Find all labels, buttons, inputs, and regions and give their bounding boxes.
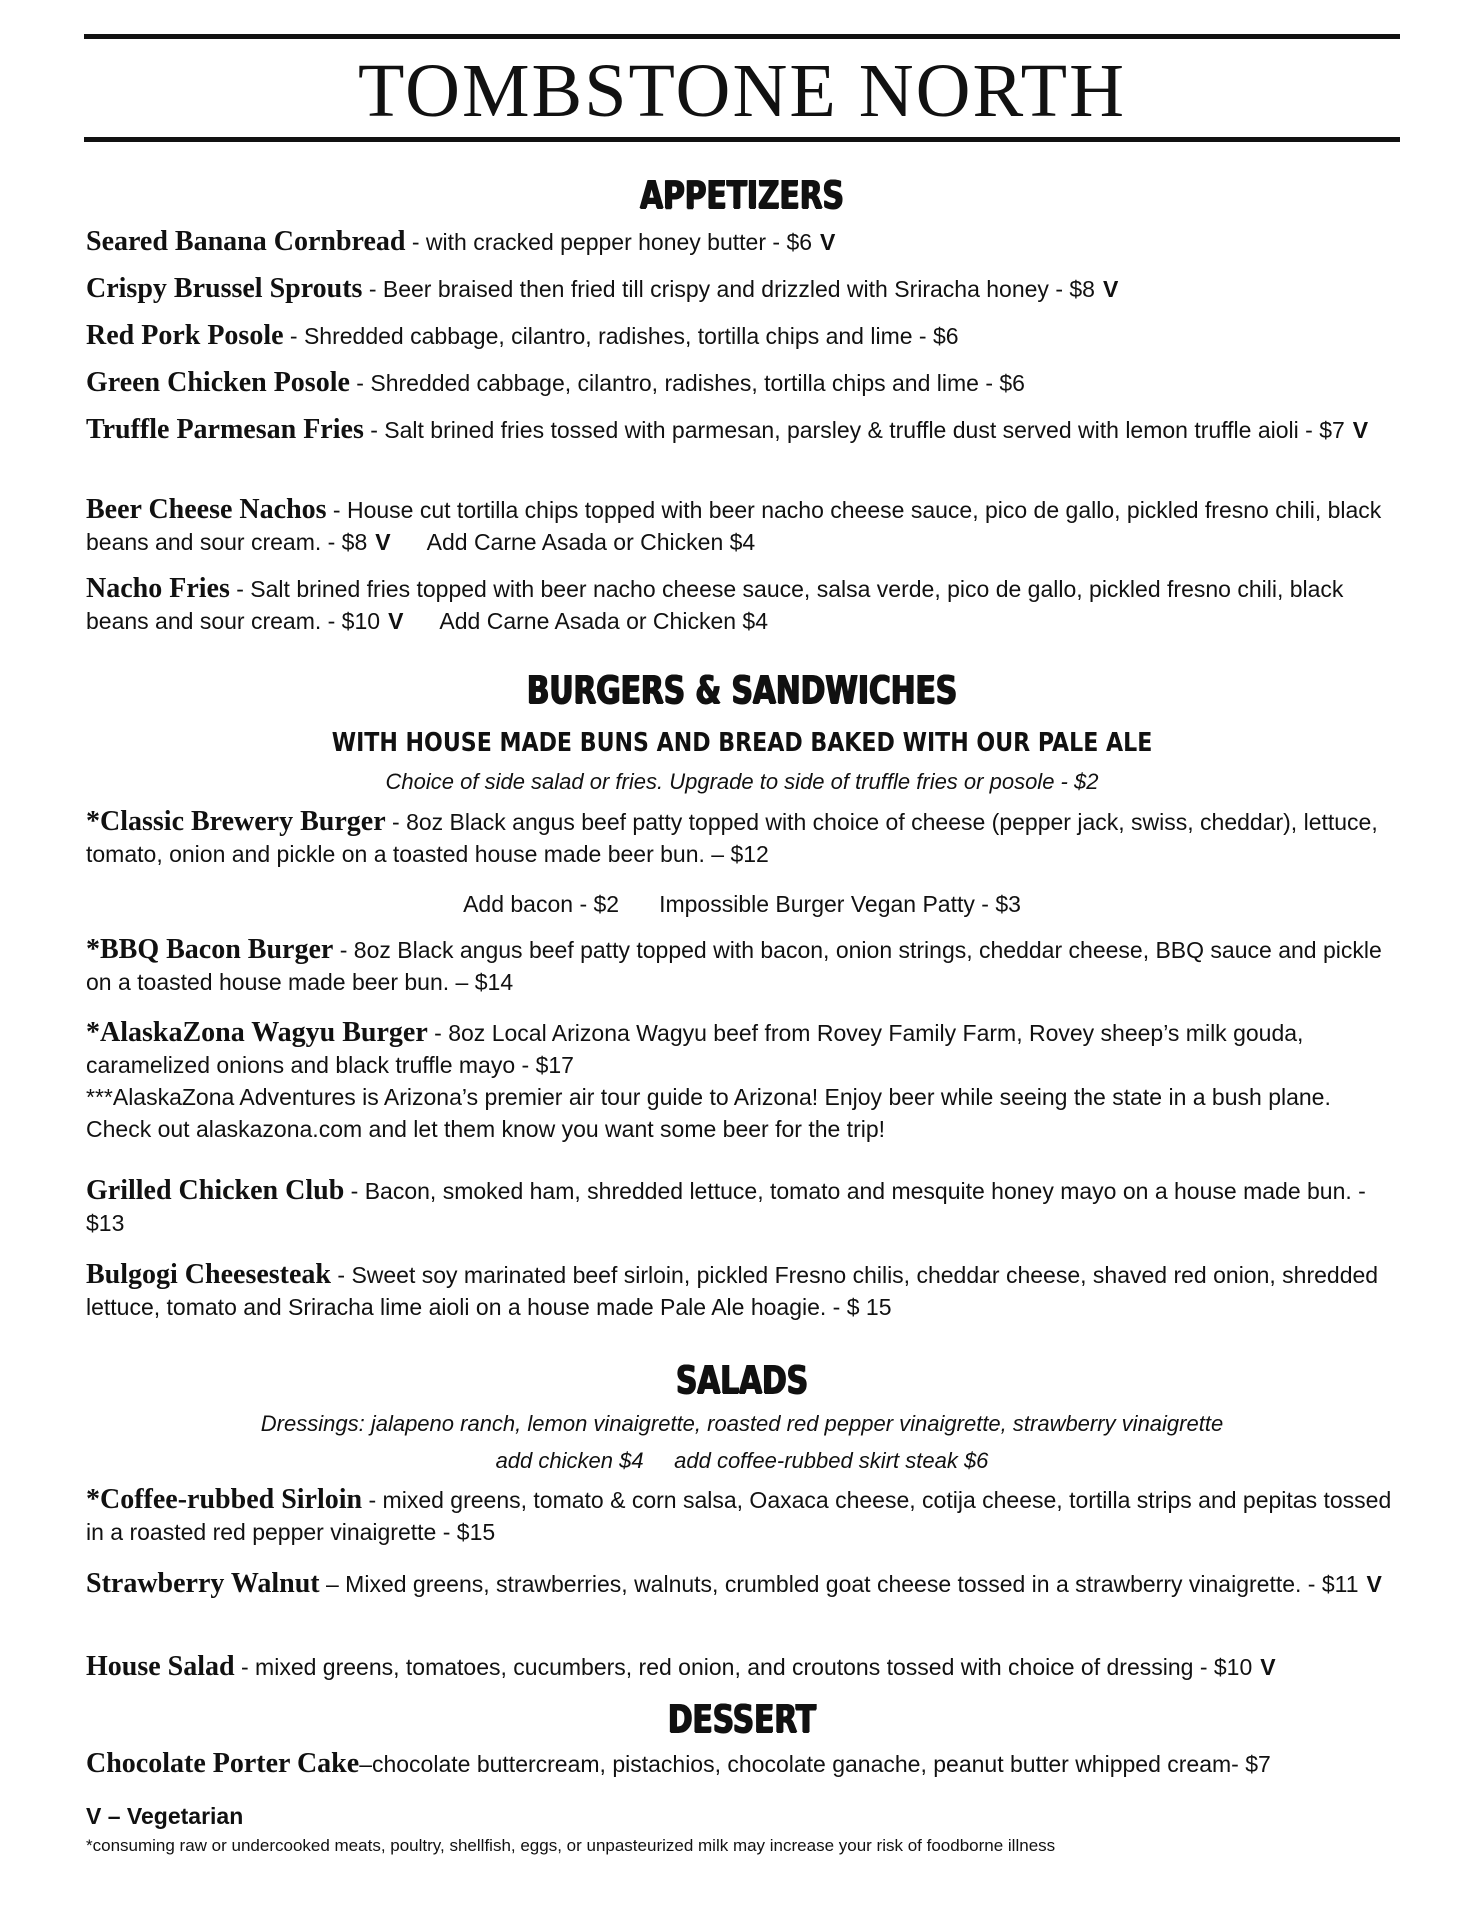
item-description: - with cracked pepper honey butter - $6	[405, 229, 813, 255]
item-description: - mixed greens, tomato & corn salsa, Oaxaca cheese, cotija cheese, tortilla strips and pepitas tossed in a roasted red pepper vinaigrette - $15	[86, 1487, 1392, 1545]
item-name: Grilled Chicken Club	[86, 1175, 345, 1206]
bottom-rule	[84, 137, 1400, 142]
item-description: – Mixed greens, strawberries, walnuts, crumbled goat cheese tossed in a strawberry vinaigrette. - $11	[319, 1571, 1359, 1597]
item-description: - mixed greens, tomatoes, cucumbers, red onion, and croutons tossed with choice of dressing - $10	[234, 1654, 1253, 1680]
item-description: - Shredded cabbage, cilantro, radishes, tortilla chips and lime - $6	[283, 323, 959, 349]
item-description: - 8oz Local Arizona Wagyu beef from Rovey Family Farm, Rovey sheep’s milk gouda, caramelized onions and black truffle mayo - $17	[86, 1020, 1304, 1078]
menu-item	[86, 226, 1398, 258]
burgers-heading: BURGERS & SANDWICHES	[526, 668, 958, 712]
item-description: - 8oz Black angus beef patty topped with choice of cheese (pepper jack, swiss, cheddar), lettuce, tomato, onion and pickle on a toasted house made beer bun. – $12	[86, 809, 1378, 867]
burgers-subheading: WITH HOUSE MADE BUNS AND BREAD BAKED WITH OUR PALE ALE	[331, 728, 1153, 758]
menu-item	[86, 1259, 1398, 1323]
item-name: *Coffee-rubbed Sirloin	[86, 1484, 363, 1515]
item-description: - Bacon, smoked ham, shredded lettuce, tomato and mesquite honey mayo on a house made bun. - $13	[86, 1178, 1366, 1236]
restaurant-title: TOMBSTONE NORTH	[358, 49, 1126, 133]
vegetarian-marker: V	[388, 608, 404, 634]
item-name: Beer Cheese Nachos	[86, 494, 327, 525]
item-name: Truffle Parmesan Fries	[86, 414, 364, 445]
menu-item	[86, 1175, 1398, 1239]
item-name: House Salad	[86, 1651, 235, 1682]
item-description: - 8oz Black angus beef patty topped with bacon, onion strings, cheddar cheese, BBQ sauce and pickle on a toasted house made beer bun. – $14	[86, 937, 1382, 995]
dessert-heading: DESSERT	[667, 1697, 817, 1741]
dressings-note: Dressings: jalapeno ranch, lemon vinaigrette, roasted red pepper vinaigrette, strawberry vinaigrette	[260, 1411, 1224, 1436]
item-addon: Add Carne Asada or Chicken $4	[439, 608, 768, 634]
menu-item	[86, 367, 1398, 399]
item-description: - Salt brined fries topped with beer nacho cheese sauce, salsa verde, pico de gallo, pickled fresno chili, black beans and sour cream. - $10	[86, 576, 1344, 634]
item-name: *BBQ Bacon Burger	[86, 934, 334, 965]
menu-item	[86, 1651, 1398, 1683]
salads-heading: SALADS	[675, 1358, 809, 1402]
side-choice-note: Choice of side salad or fries. Upgrade to side of truffle fries or posole - $2	[385, 769, 1099, 794]
item-name: Bulgogi Cheesesteak	[86, 1259, 331, 1290]
item-description: - Salt brined fries tossed with parmesan, parsley & truffle dust served with lemon truffle aioli - $7	[363, 417, 1345, 443]
item-name: Strawberry Walnut	[86, 1568, 320, 1599]
item-description: –chocolate buttercream, pistachios, chocolate ganache, peanut butter whipped cream- $7	[359, 1751, 1271, 1777]
vegetarian-marker: V	[375, 529, 391, 555]
vegetarian-marker: V	[1102, 276, 1119, 302]
menu-item	[86, 1484, 1398, 1548]
item-name: *AlaskaZona Wagyu Burger	[86, 1017, 428, 1048]
menu-item	[86, 1568, 1398, 1600]
item-name: Chocolate Porter Cake	[86, 1748, 360, 1779]
vegetarian-legend: V – Vegetarian	[86, 1803, 244, 1829]
menu-item	[86, 573, 1398, 637]
top-rule	[84, 34, 1400, 39]
menu-item	[86, 320, 1398, 352]
item-name: Green Chicken Posole	[86, 367, 350, 398]
item-note: ***AlaskaZona Adventures is Arizona’s premier air tour guide to Arizona! Enjoy beer while seeing the state in a bush plane. Check out alaskazona.com and let them know you want some beer for the trip!	[86, 1084, 1331, 1142]
vegetarian-marker: V	[820, 229, 836, 255]
salad-addons: add chicken $4 add coffee-rubbed skirt steak $6	[495, 1448, 989, 1473]
item-name: Nacho Fries	[86, 573, 230, 604]
addon-bacon: Add bacon - $2	[463, 891, 620, 917]
item-description: - Shredded cabbage, cilantro, radishes, tortilla chips and lime - $6	[349, 370, 1025, 396]
item-name: *Classic Brewery Burger	[86, 806, 386, 837]
item-name: Crispy Brussel Sprouts	[86, 273, 363, 304]
menu-item	[86, 273, 1398, 305]
menu-item	[86, 806, 1398, 870]
burger-addons	[84, 889, 1400, 919]
item-description: - Beer braised then fried till crispy and drizzled with Sriracha honey - $8	[362, 276, 1095, 302]
menu-item	[86, 1748, 1398, 1780]
item-name: Seared Banana Cornbread	[86, 226, 406, 257]
item-description: - Sweet soy marinated beef sirloin, pickled Fresno chilis, cheddar cheese, shaved red onion, shredded lettuce, tomato and Sriracha lime aioli on a house made Pale Ale hoagie. - $ 15	[86, 1262, 1379, 1320]
vegetarian-marker: V	[1352, 417, 1369, 443]
vegetarian-marker: V	[1366, 1571, 1382, 1597]
addon-vegan-patty: Impossible Burger Vegan Patty - $3	[659, 891, 1021, 917]
appetizers-heading: APPETIZERS	[640, 173, 844, 217]
item-addon: Add Carne Asada or Chicken $4	[426, 529, 756, 555]
food-safety-disclaimer: *consuming raw or undercooked meats, poultry, shellfish, eggs, or unpasteurized milk may increase your risk of foodborne illness	[86, 1836, 1056, 1855]
menu-item	[86, 1017, 1398, 1145]
menu-item	[86, 494, 1398, 558]
menu-item	[86, 934, 1398, 998]
menu-item	[86, 414, 1398, 446]
vegetarian-marker: V	[1260, 1654, 1276, 1680]
item-description: - House cut tortilla chips topped with beer nacho cheese sauce, pico de gallo, pickled fresno chili, black beans and sour cream. - $8	[86, 497, 1382, 555]
item-name: Red Pork Posole	[86, 320, 284, 351]
